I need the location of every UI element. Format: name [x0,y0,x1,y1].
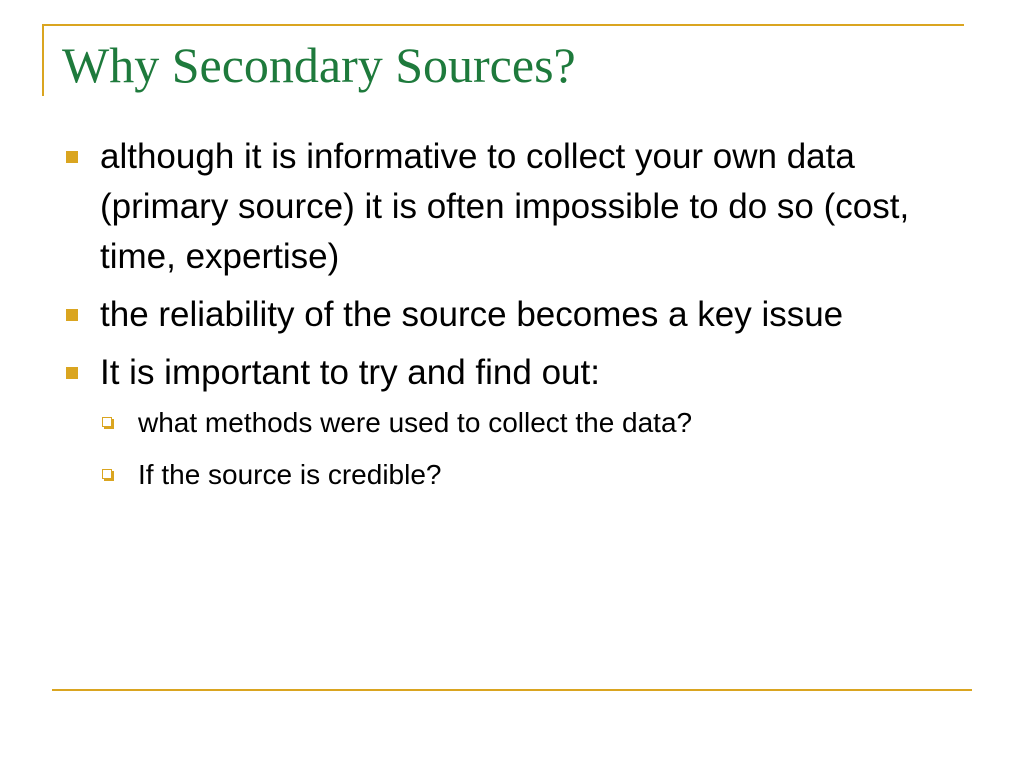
bullet-text: It is important to try and find out: [100,353,600,392]
bullet-item [62,132,962,282]
slide-title: Why Secondary Sources? [62,37,576,93]
sub-bullet-item [100,398,962,448]
square-bullet-icon [66,309,78,321]
bottom-divider [52,689,972,691]
top-divider [42,24,964,26]
bullet-item [62,348,962,398]
bullet-item [62,290,962,340]
left-divider [42,24,44,96]
bullet-text: the reliability of the source becomes a key issue [100,295,844,334]
square-bullet-icon [66,151,78,163]
hollow-square-bullet-icon [102,417,112,427]
bullet-text: although it is informative to collect your own data (primary source) it is often impossible to do so (cost, time, expertise) [100,137,910,276]
bullet-list [62,132,962,502]
sub-bullet-text: If the source is credible? [138,459,442,490]
hollow-square-bullet-icon [102,469,112,479]
sub-bullet-item [100,450,962,500]
square-bullet-icon [66,367,78,379]
sub-bullet-text: what methods were used to collect the data? [138,407,693,438]
